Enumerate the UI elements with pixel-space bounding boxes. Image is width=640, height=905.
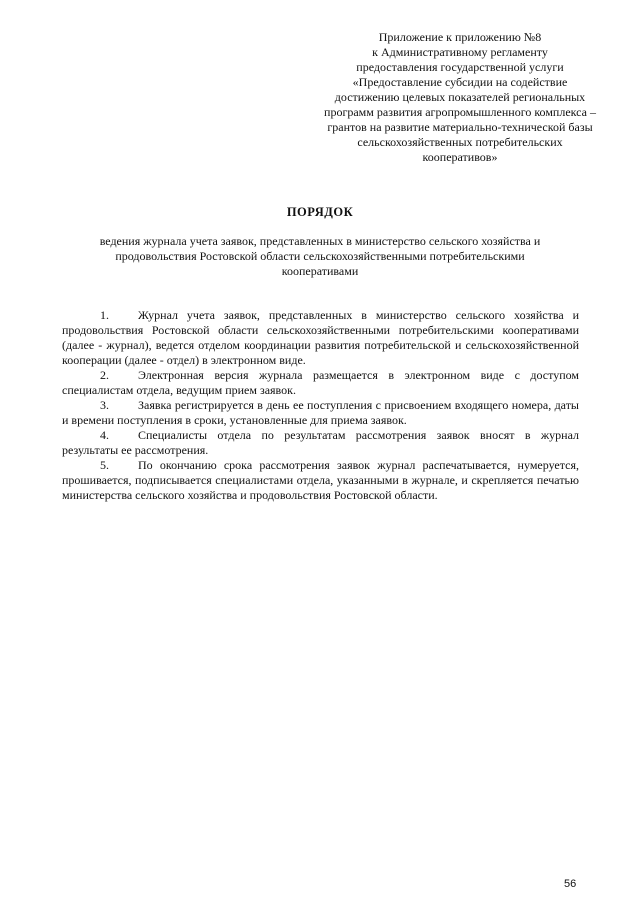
subtitle-line: ведения журнала учета заявок, представленных в министерство сельского хозяйства и	[99, 234, 541, 248]
paragraph-number: 1.	[100, 308, 109, 322]
paragraph-number: 5.	[100, 458, 109, 472]
paragraph	[62, 428, 579, 458]
paragraph-text: Журнал учета заявок, представленных в министерство сельского хозяйства и продовольствия Ростовской области сельскохозяйственными потребительскими кооперативами (далее - журнал), ведется отделом координации развития потребительской и сельскохозяйственной кооперации (далее - отдел) в электронном виде.	[62, 308, 579, 367]
appendix-line: программ развития агропромышленного комплекса –	[324, 105, 596, 119]
appendix-line: сельскохозяйственных потребительских	[357, 135, 563, 149]
appendix-header	[300, 30, 620, 165]
paragraph	[62, 368, 579, 398]
paragraph-text: Специалисты отдела по результатам рассмотрения заявок вносят в журнал результаты ее рассмотрения.	[62, 428, 579, 457]
paragraph	[62, 458, 579, 503]
paragraph-text: По окончанию срока рассмотрения заявок журнал распечатывается, нумеруется, прошивается, подписывается специалистами отдела, указанными в журнале, и скрепляется печатью министерства сельского хозяйства и продовольствия Ростовской области.	[62, 458, 579, 502]
paragraph-number: 4.	[100, 428, 109, 442]
paragraph	[62, 308, 579, 368]
appendix-line: «Предоставление субсидии на содействие	[352, 75, 568, 89]
subtitle-line: кооперативами	[281, 264, 359, 278]
appendix-line: достижению целевых показателей региональных	[334, 90, 586, 104]
paragraph-text: Заявка регистрируется в день ее поступления с присвоением входящего номера, даты и времени поступления в сроки, установленные для приема заявок.	[62, 398, 579, 427]
page-number: 56	[564, 878, 577, 890]
paragraph-number: 2.	[100, 368, 109, 382]
paragraph-text: Электронная версия журнала размещается в электронном виде с доступом специалистам отдела, ведущим прием заявок.	[62, 368, 579, 397]
document-title: ПОРЯДОК	[286, 205, 354, 219]
appendix-line: к Административному регламенту	[372, 45, 548, 59]
appendix-line: Приложение к приложению №8	[378, 30, 542, 44]
subtitle-line: продовольствия Ростовской области сельскохозяйственными потребительскими	[115, 249, 525, 263]
document-body	[62, 308, 579, 503]
paragraph-number: 3.	[100, 398, 109, 412]
paragraph	[62, 398, 579, 428]
document-subtitle	[50, 234, 590, 279]
appendix-line: кооперативов»	[422, 150, 498, 164]
appendix-line: грантов на развитие материально-технической базы	[327, 120, 593, 134]
appendix-line: предоставления государственной услуги	[356, 60, 564, 74]
